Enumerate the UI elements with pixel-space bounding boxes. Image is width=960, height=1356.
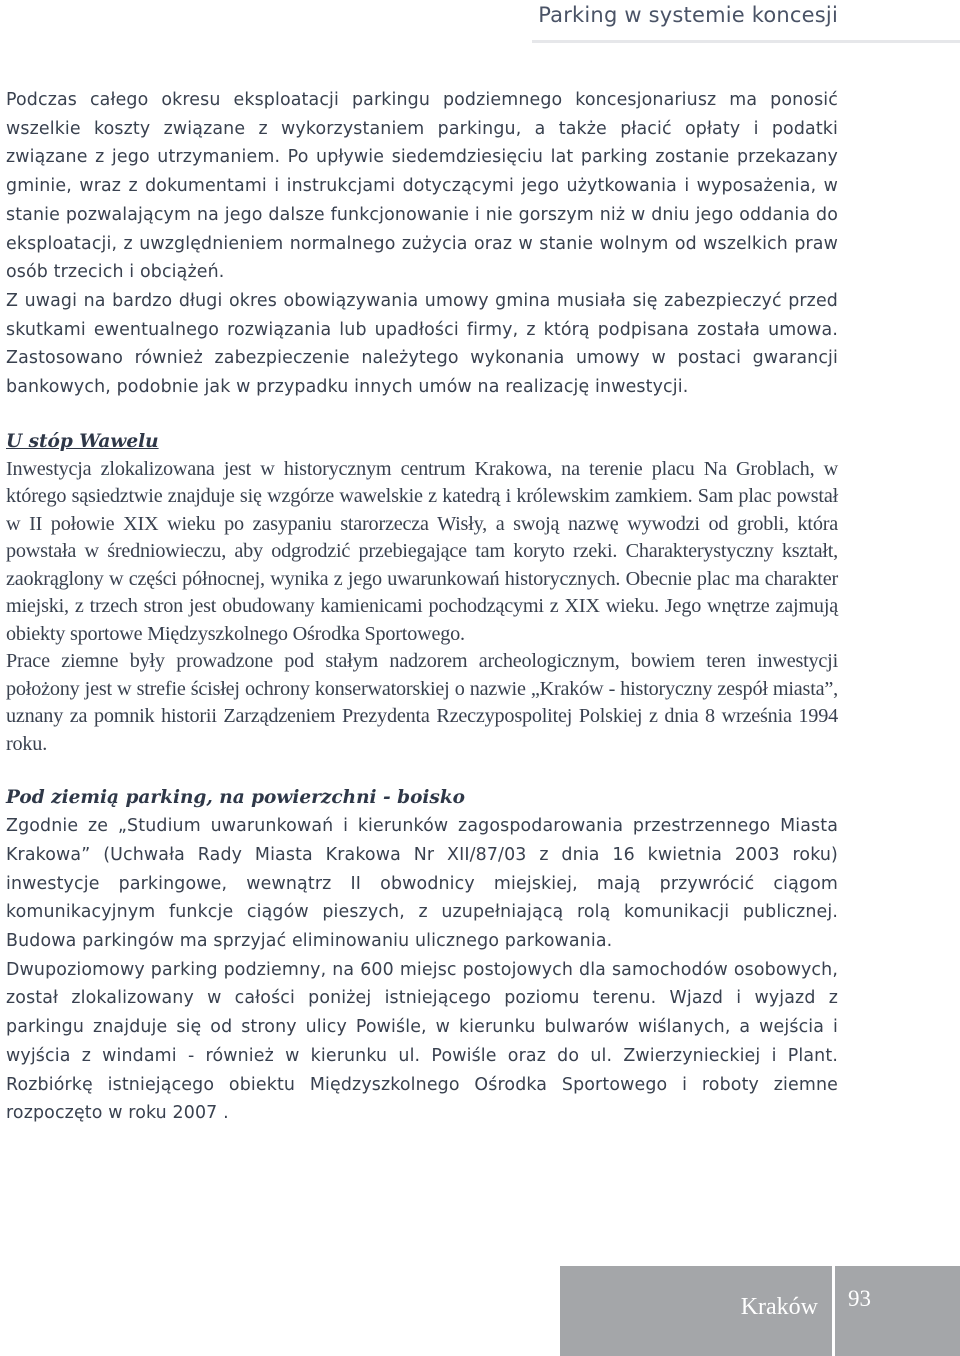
intro-paragraph-1: Podczas całego okresu eksploatacji parkingu podziemnego koncesjonariusz ma ponosić wszelkie koszty związane z wykorzystaniem parkingu, a także płacić opłaty i podatki związane z jego utrzymaniem. Po upływie siedemdziesięciu lat parking zostanie przekazany gminie, wraz z dokumentami i instrukcjami dotyczącymi jego użytkowania i wyposażenia, w stanie pozwalającym na jego dalsze funkcjonowanie i nie gorszym niż w dniu jego oddania do eksploatacji, z uwzględnieniem normalnego zużycia oraz w stanie wolnym od wszelkich praw osób trzecich i obciążeń. xyxy=(6,90,838,283)
wawel-paragraph-2: Prace ziemne były prowadzone pod stałym nadzorem archeologicznym, bowiem teren inwestycji położony jest w strefie ścisłej ochrony konserwatorskiej o nazwie „Kraków - historyczny zespół miasta”, uznany za pomnik historii Zarządzeniem Prezydenta Rzeczypospolitej Polskiej z dnia 8 września 1994 roku. xyxy=(6,650,838,755)
section-heading-wawel: U stóp Wawelu xyxy=(6,430,159,452)
parking-paragraph-2: Dwupoziomowy parking podziemny, na 600 miejsc postojowych dla samochodów osobowych, został zlokalizowany w całości poniżej istniejącego poziomu terenu. Wjazd i wyjazd z parkingu znajduje się od strony ulicy Powiśle, w kierunku bulwarów wiślanych, a wejścia i wyjścia z windami - również w kierunku ul. Powiśle oraz do ul. Zwierzynieckiej i Plant. Rozbiórkę istniejącego obiektu Międzyszkolnego Ośrodka Sportowego i roboty ziemne rozpoczęto w roku 2007 . xyxy=(6,959,838,1124)
running-title: Parking w systemie koncesji xyxy=(538,3,838,27)
section-heading-parking: Pod ziemią parking, na powierzchni - boisko xyxy=(6,787,466,809)
wawel-paragraph-1: Inwestycja zlokalizowana jest w historycznym centrum Krakowa, na terenie placu Na Groblach, w którego sąsiedztwie znajduje się wzgórze wawelskie z katedrą i królewskim zamkiem. Sam plac powstał w II połowie XIX wieku po zasypaniu starorzecza Wisły, a swoją nazwę wywodzi od grobli, która powstała w średniowieczu, aby odgrodzić przebiegające tam koryto rzeki. Charakterystyczny kształt, zaokrąglony w części północnej, wynika z jego uwarunkowań historycznych. Obecnie plac ma charakter miejski, z trzech stron jest obudowany kamienicami pochodzącymi z XIX wieku. Jego wnętrze zajmują obiekty sportowe Międzyszkolnego Ośrodka Sportowego. xyxy=(6,457,838,645)
parking-paragraph-1: Zgodnie ze „Studium uwarunkowań i kierunków zagospodarowania przestrzennego Miasta Krakowa” (Uchwała Rady Miasta Krakowa Nr XII/87/03 z dnia 16 kwietnia 2003 roku) inwestycje parkingowe, wewnątrz II obwodnicy miejskiej, mają przywrócić ciągom komunikacyjnym funkcje ciągów pieszych, z uzupełniającą rolą komunikacji publicznej. Budowa parkingów ma sprzyjać eliminowaniu ulicznego parkowania. xyxy=(6,816,838,952)
page-number: 93 xyxy=(848,1286,871,1311)
footer-divider xyxy=(832,1266,835,1356)
footer-city: Kraków xyxy=(740,1294,818,1320)
intro-paragraph-2: Z uwagi na bardzo długi okres obowiązywania umowy gmina musiała się zabezpieczyć przed skutkami ewentualnego rozwiązania lub upadłości firmy, z którą podpisana została umowa. Zastosowano również zabezpieczenie należytego wykonania umowy w postaci gwarancji bankowych, podobnie jak w przypadku innych umów na realizację inwestycji. xyxy=(6,290,838,398)
page-content xyxy=(6,86,838,1128)
header-rule xyxy=(532,40,960,43)
